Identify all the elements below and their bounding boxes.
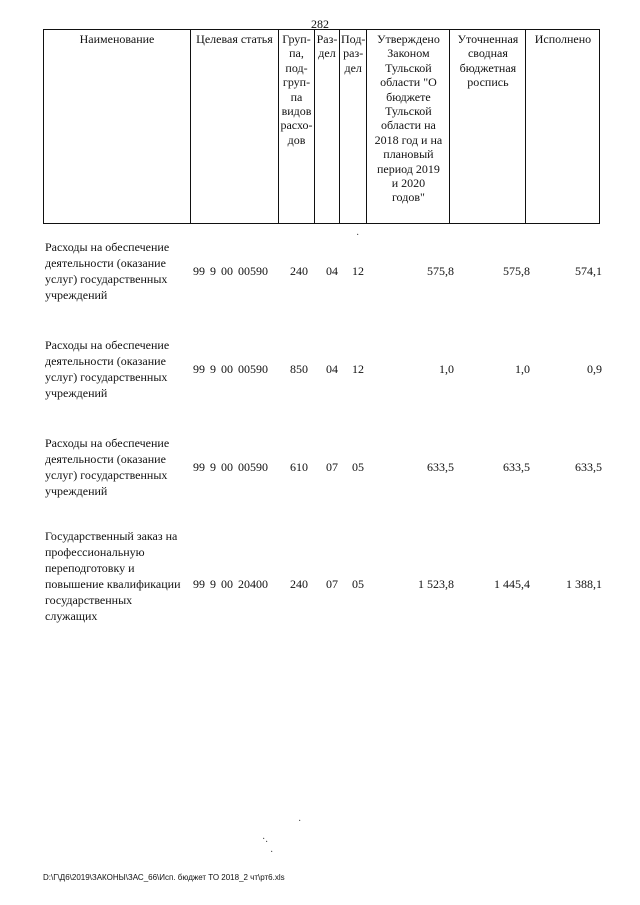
row-expense-group: 240 — [290, 577, 308, 591]
row-refined: 1 445,4 — [494, 577, 530, 591]
row-executed: 633,5 — [575, 460, 602, 474]
row-expense-group: 850 — [290, 362, 308, 376]
row-refined: 575,8 — [503, 264, 530, 278]
header-name: Наименование — [44, 30, 191, 224]
header-refined: Уточненная сводная бюджетная роспись — [450, 30, 526, 224]
row-section: 07 — [326, 460, 338, 474]
row-refined: 1,0 — [515, 362, 530, 376]
row-approved: 1 523,8 — [418, 577, 454, 591]
row-subsection: 12 — [352, 362, 364, 376]
row-subsection: 12 — [352, 264, 364, 278]
row-executed: 0,9 — [587, 362, 602, 376]
row-name: Расходы на обеспечение деятельности (оказание услуг) государственных учреждений — [45, 338, 170, 400]
scan-speck: · — [356, 230, 360, 241]
row-name: Расходы на обеспечение деятельности (оказание услуг) государственных учреждений — [45, 436, 170, 498]
page-number: 282 — [311, 17, 329, 31]
row-expense-group: 240 — [290, 264, 308, 278]
scan-speck: · — [270, 847, 274, 858]
header-subsection: Под- раз- дел — [340, 30, 367, 224]
row-subsection: 05 — [352, 460, 364, 474]
row-subsection: 05 — [352, 577, 364, 591]
row-section: 07 — [326, 577, 338, 591]
header-executed: Исполнено — [526, 30, 600, 224]
row-section: 04 — [326, 362, 338, 376]
header-section: Раз- дел — [315, 30, 340, 224]
row-target-article: 99 9 00 00590 — [193, 362, 268, 376]
row-approved: 575,8 — [427, 264, 454, 278]
row-executed: 1 388,1 — [566, 577, 602, 591]
row-approved: 1,0 — [439, 362, 454, 376]
header-target-article: Целевая статья — [191, 30, 279, 224]
header-approved: Утверждено Законом Тульской области "О бюджете Тульской области на 2018 год и на плановый период 2019 и 2020 годов" — [367, 30, 450, 224]
row-name: Расходы на обеспечение деятельности (оказание услуг) государственных учреждений — [45, 240, 170, 302]
scan-speck: · — [298, 816, 302, 827]
row-refined: 633,5 — [503, 460, 530, 474]
row-executed: 574,1 — [575, 264, 602, 278]
row-target-article: 99 9 00 00590 — [193, 460, 268, 474]
file-path-footer: D:\Г\Д6\2019\ЗАКОНЫ\ЗАС_66\Исп. бюджет ТО 2018_2 чт\рт6.xls — [43, 873, 285, 882]
scan-speck: ·. — [262, 834, 268, 845]
row-section: 04 — [326, 264, 338, 278]
row-target-article: 99 9 00 00590 — [193, 264, 268, 278]
row-expense-group: 610 — [290, 460, 308, 474]
row-approved: 633,5 — [427, 460, 454, 474]
header-expense-group: Груп- па, под- груп- па видов расхо- дов — [279, 30, 315, 224]
row-name: Государственный заказ на профессиональную переподготовку и повышение квалификации государственных служащих — [45, 529, 181, 623]
row-target-article: 99 9 00 20400 — [193, 577, 268, 591]
